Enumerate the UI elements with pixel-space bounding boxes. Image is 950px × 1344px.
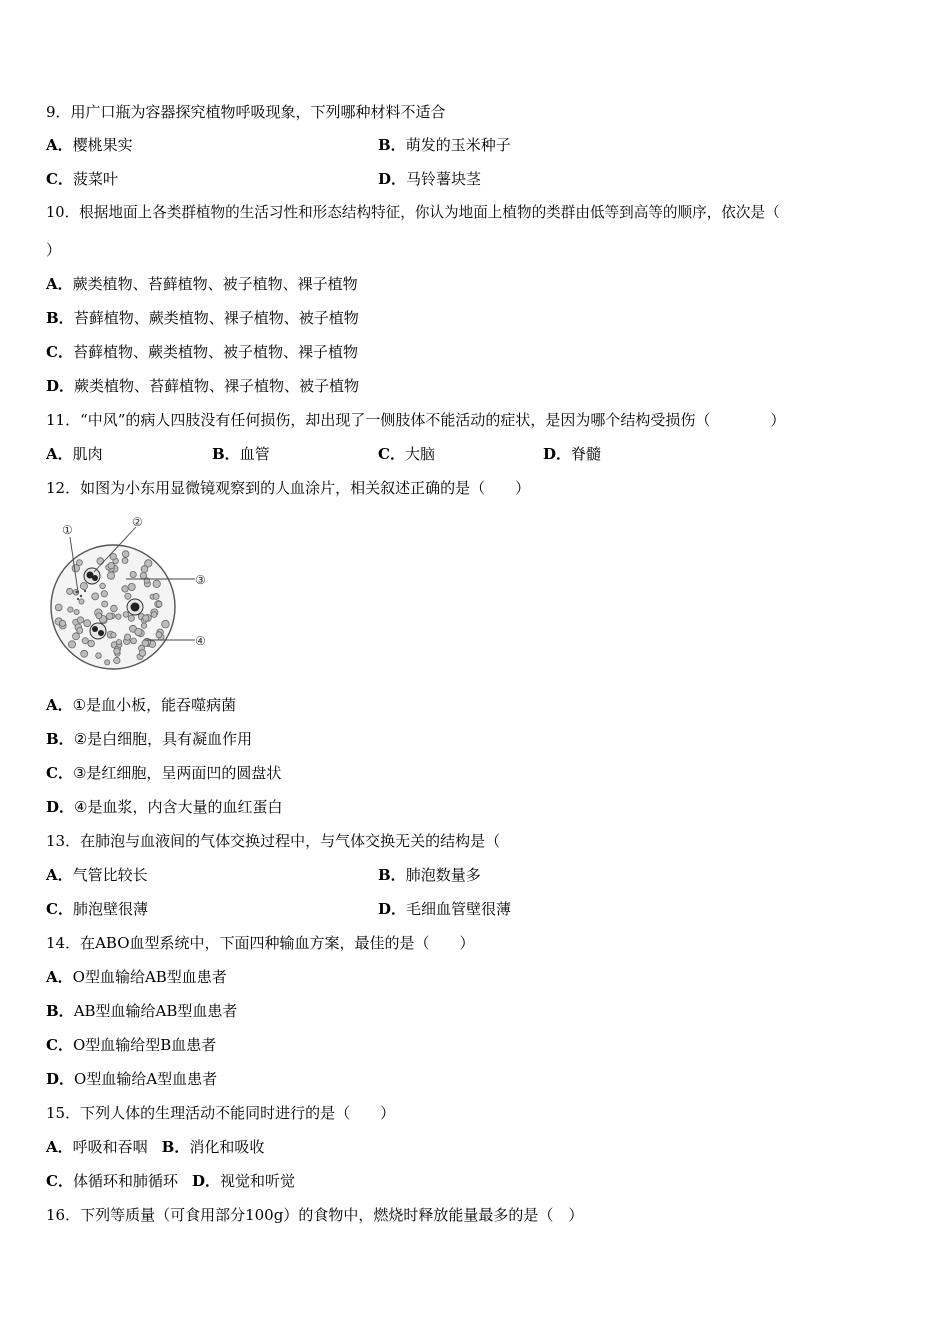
option-text: 苔藓植物、蕨类植物、被子植物、裸子植物 xyxy=(72,343,358,361)
red-blood-cell xyxy=(122,558,128,564)
q15-options-row1 xyxy=(46,1136,264,1158)
red-blood-cell xyxy=(105,660,110,665)
red-blood-cell xyxy=(128,615,134,621)
q13-option-a xyxy=(46,864,148,886)
q9-option-c xyxy=(46,168,118,190)
option-text: 蕨类植物、苔藓植物、被子植物、裸子植物 xyxy=(72,275,358,293)
option-label: C． xyxy=(46,170,73,188)
red-blood-cell xyxy=(156,632,162,638)
option-text: 苔藓植物、蕨类植物、裸子植物、被子植物 xyxy=(73,309,359,327)
q16-stem: 16．下列等质量（可食用部分100g）的食物中，燃烧时释放能量最多的是（ ） xyxy=(46,1206,584,1224)
option-label: C． xyxy=(46,343,73,361)
red-blood-cell xyxy=(68,607,73,612)
red-blood-cell xyxy=(102,601,108,607)
option-label: B． xyxy=(161,1138,190,1156)
q13-stem: 13．在肺泡与血液间的气体交换过程中，与气体交换无关的结构是（ xyxy=(46,832,501,850)
option-text: 视觉和听觉 xyxy=(219,1172,295,1190)
figure-label-3: ③ xyxy=(195,573,206,587)
option-text: 毛细血管壁很薄 xyxy=(406,900,512,918)
q10-option-b xyxy=(46,307,359,329)
red-blood-cell xyxy=(82,638,88,644)
white-blood-cell-center xyxy=(127,599,143,615)
red-blood-cell xyxy=(122,586,128,592)
option-label: D． xyxy=(46,377,75,395)
q11-option-b xyxy=(212,443,270,465)
option-text: 马铃薯块茎 xyxy=(406,170,482,188)
option-label: B． xyxy=(46,730,74,748)
option-text: 蕨类植物、苔藓植物、裸子植物、被子植物 xyxy=(74,377,360,395)
q12-option-c xyxy=(46,762,281,784)
option-label: A． xyxy=(46,866,73,884)
red-blood-cell xyxy=(77,617,83,623)
red-blood-cell xyxy=(139,650,146,657)
red-blood-cell xyxy=(100,583,106,589)
q10-stem-line2: ） xyxy=(46,241,62,259)
option-text: 体循环和肺循环 xyxy=(72,1172,178,1190)
option-label: D． xyxy=(543,445,572,463)
red-blood-cell xyxy=(107,572,114,579)
red-blood-cell xyxy=(81,650,88,657)
red-blood-cell xyxy=(101,591,107,597)
red-blood-cell xyxy=(106,613,113,620)
option-text: O型血输给AB型血患者 xyxy=(72,968,227,986)
q9-option-a xyxy=(46,134,133,156)
option-text: 肌肉 xyxy=(72,445,103,463)
red-blood-cell xyxy=(142,640,149,647)
red-blood-cell xyxy=(55,604,62,611)
option-label: B． xyxy=(378,136,406,154)
option-text: 菠菜叶 xyxy=(72,170,118,188)
option-label: B． xyxy=(46,309,74,327)
red-blood-cell xyxy=(111,632,116,637)
red-blood-cell xyxy=(84,620,91,627)
option-label: A． xyxy=(46,136,73,154)
red-blood-cell xyxy=(88,640,95,647)
q14-stem: 14．在ABO血型系统中，下面四种输血方案，最佳的是（ ） xyxy=(46,934,475,952)
q13-option-b xyxy=(378,864,481,886)
red-blood-cell xyxy=(125,593,131,599)
option-text: 萌发的玉米种子 xyxy=(405,136,511,154)
option-label: C． xyxy=(378,445,405,463)
q15-options-row2 xyxy=(46,1170,295,1192)
option-text: ①是血小板，能吞噬病菌 xyxy=(72,696,237,714)
q13-option-d xyxy=(378,898,511,920)
red-blood-cell xyxy=(124,634,130,640)
red-blood-cell xyxy=(97,558,104,565)
red-blood-cell xyxy=(111,605,118,612)
red-blood-cell xyxy=(123,612,129,618)
option-text: 大脑 xyxy=(404,445,435,463)
red-blood-cell xyxy=(73,633,80,640)
blood-smear-figure xyxy=(48,512,218,672)
option-label: D． xyxy=(46,1070,75,1088)
q10-stem-line1: 10．根据地面上各类群植物的生活习性和形态结构特征，你认为地面上植物的类群由低等到高等的顺序，依次是（ xyxy=(46,204,780,221)
option-text: O型血输给A型血患者 xyxy=(74,1070,218,1088)
red-blood-cell xyxy=(156,601,162,607)
q10-option-a xyxy=(46,273,358,295)
option-text: 呼吸和吞咽 xyxy=(72,1138,148,1156)
q9-stem: 9．用广口瓶为容器探究植物呼吸现象，下列哪种材料不适合 xyxy=(46,103,446,121)
option-label: C． xyxy=(46,764,73,782)
white-blood-cell-lower xyxy=(90,623,106,639)
red-blood-cell xyxy=(116,614,121,619)
red-blood-cell xyxy=(114,648,120,654)
red-blood-cell xyxy=(131,638,137,644)
option-label: A． xyxy=(46,275,73,293)
option-label: D． xyxy=(191,1172,220,1190)
red-blood-cell xyxy=(68,641,75,648)
red-blood-cell xyxy=(130,571,136,577)
q11-stem: 11．“中风”的病人四肢没有任何损伤，却出现了一侧肢体不能活动的症状，是因为哪个结构受损伤（ ） xyxy=(46,411,786,429)
red-blood-cell xyxy=(92,593,99,600)
option-text: ③是红细胞，呈两面凹的圆盘状 xyxy=(72,764,282,782)
q15-stem: 15．下列人体的生理活动不能同时进行的是（ ） xyxy=(46,1104,396,1122)
q10-option-c xyxy=(46,341,358,363)
q12-option-d xyxy=(46,796,282,818)
q12-option-b xyxy=(46,728,252,750)
red-blood-cell xyxy=(108,562,114,568)
red-blood-cell xyxy=(162,620,170,628)
red-blood-cell xyxy=(114,657,120,663)
figure-label-2: ② xyxy=(132,515,143,529)
q11-option-c xyxy=(378,443,435,465)
option-text: 肺泡壁很薄 xyxy=(72,900,148,918)
option-label: D． xyxy=(378,170,407,188)
option-label: C． xyxy=(46,900,73,918)
q11-option-a xyxy=(46,443,103,465)
white-blood-cell-2 xyxy=(84,568,100,584)
red-blood-cell xyxy=(79,599,84,604)
option-text: ④是血浆，内含大量的血红蛋白 xyxy=(74,798,283,816)
q9-option-b xyxy=(378,134,511,156)
red-blood-cell xyxy=(141,566,148,573)
option-text: O型血输给型B血患者 xyxy=(72,1036,217,1054)
option-text: 气管比较长 xyxy=(72,866,148,884)
option-text: 肺泡数量多 xyxy=(405,866,481,884)
red-blood-cell xyxy=(122,551,129,558)
q14-option-a xyxy=(46,966,227,988)
red-blood-cell xyxy=(80,583,87,590)
option-text: 血管 xyxy=(239,445,270,463)
q12-stem: 12．如图为小东用显微镜观察到的人血涂片，相关叙述正确的是（ ） xyxy=(46,479,531,497)
q11-option-d xyxy=(543,443,601,465)
red-blood-cell xyxy=(96,653,102,659)
q12-option-a xyxy=(46,694,236,716)
red-blood-cell xyxy=(153,593,159,599)
option-text: 脊髓 xyxy=(571,445,602,463)
q9-option-d xyxy=(378,168,481,190)
option-label: D． xyxy=(46,798,75,816)
option-label: A． xyxy=(46,696,73,714)
option-label: A． xyxy=(46,1138,73,1156)
q14-option-c xyxy=(46,1034,216,1056)
red-blood-cell xyxy=(74,609,79,614)
red-blood-cell xyxy=(151,612,157,618)
red-blood-cell xyxy=(77,628,83,634)
red-blood-cell xyxy=(116,640,121,645)
red-blood-cell xyxy=(72,565,79,572)
q14-option-b xyxy=(46,1000,237,1022)
option-label: D． xyxy=(378,900,407,918)
red-blood-cell xyxy=(96,613,102,619)
option-label: B． xyxy=(378,866,406,884)
red-blood-cell xyxy=(60,620,66,626)
red-blood-cell xyxy=(141,623,146,628)
option-label: C． xyxy=(46,1172,73,1190)
option-text: 樱桃果实 xyxy=(72,136,133,154)
option-label: A． xyxy=(46,968,73,986)
option-text: ②是白细胞，具有凝血作用 xyxy=(73,730,253,748)
red-blood-cell xyxy=(135,628,142,635)
q14-option-d xyxy=(46,1068,217,1090)
option-text: AB型血输给AB型血患者 xyxy=(73,1002,238,1020)
red-blood-cell xyxy=(67,588,73,594)
red-blood-cell xyxy=(153,580,160,587)
figure-label-4: ④ xyxy=(195,634,206,648)
red-blood-cell xyxy=(128,583,135,590)
option-text: 消化和吸收 xyxy=(189,1138,265,1156)
option-label: C． xyxy=(46,1036,73,1054)
figure-label-1: ① xyxy=(62,523,73,537)
red-blood-cell xyxy=(143,615,149,621)
q13-option-c xyxy=(46,898,148,920)
q10-option-d xyxy=(46,375,359,397)
option-label: A． xyxy=(46,445,73,463)
option-label: B． xyxy=(212,445,240,463)
option-label: B． xyxy=(46,1002,74,1020)
